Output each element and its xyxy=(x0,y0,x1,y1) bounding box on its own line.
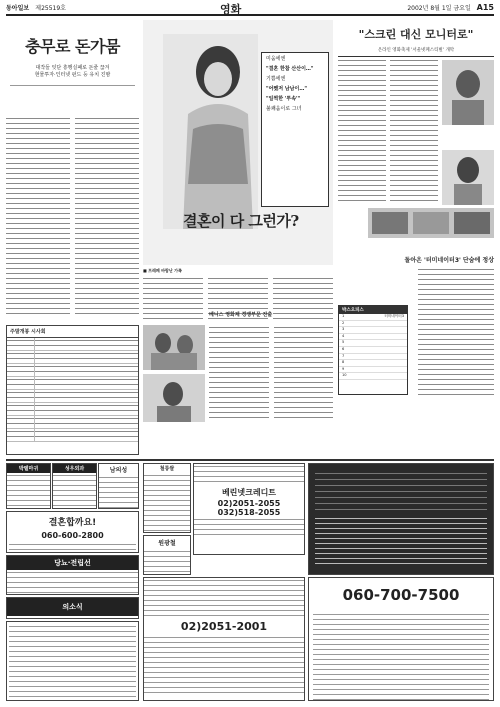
ad-phone: 060-700-7500 xyxy=(342,586,460,604)
left-article-body xyxy=(6,116,139,316)
ad-phone: 02)2051-2055 xyxy=(217,499,281,508)
schedule-value xyxy=(35,390,138,402)
mid-article-column xyxy=(274,325,334,422)
portrait-photo xyxy=(442,150,494,205)
ad-block xyxy=(6,597,139,619)
box-office-row xyxy=(339,354,407,361)
ad-body xyxy=(315,516,487,566)
ad-block xyxy=(143,463,191,533)
rank: 3 xyxy=(342,327,345,332)
quote-line: 불쾌움이로 그녀 xyxy=(266,106,302,112)
ad-title: 철롱쌀 xyxy=(159,466,175,472)
quote-line: 기쁨에엔 xyxy=(266,76,286,82)
schedule-key xyxy=(7,377,35,389)
ad-phone: 060-600-2800 xyxy=(41,531,104,540)
left-article xyxy=(6,20,139,320)
ad-phone: 032)518-2055 xyxy=(217,508,281,517)
schedule-value xyxy=(35,377,138,389)
ad-title: 베린넷크레디트 xyxy=(221,488,277,497)
ad-title: 당뇨·전립선 xyxy=(7,556,138,570)
rank: 6 xyxy=(342,346,345,351)
schedule-key xyxy=(7,351,35,363)
rank: 7 xyxy=(342,353,345,358)
portrait-photo xyxy=(442,60,494,125)
schedule-table xyxy=(6,325,139,455)
left-article-rule xyxy=(10,85,135,86)
rank: 10 xyxy=(342,373,347,378)
left-article-subtitle xyxy=(6,65,139,79)
ad-body xyxy=(315,470,487,510)
schedule-row xyxy=(7,364,138,377)
ad-body xyxy=(313,612,489,700)
schedule-row xyxy=(7,429,138,442)
box-office-row xyxy=(339,360,407,367)
terminator-column xyxy=(418,267,494,397)
schedule-row xyxy=(7,351,138,364)
ad-title: 원광철 xyxy=(158,540,176,547)
ad-phone: 02)2051-2001 xyxy=(180,620,268,633)
schedule-row xyxy=(7,338,138,351)
feature-byline: ■ 프레페 바람난 가족 xyxy=(143,268,182,273)
ads-divider xyxy=(6,459,494,461)
right-article-body xyxy=(338,58,438,203)
schedule-key xyxy=(7,403,35,415)
ad-title: 의소식 xyxy=(7,598,138,616)
ad-body xyxy=(9,542,136,553)
rank: 4 xyxy=(342,333,345,338)
box-office-row xyxy=(339,327,407,334)
schedule-row xyxy=(7,390,138,403)
schedule-row xyxy=(7,377,138,390)
mid-article-body xyxy=(209,325,333,422)
feature-caption: 결혼이 다 그런가? xyxy=(183,212,299,230)
left-article-title: 충무로 돈가뭄 xyxy=(25,37,120,56)
quote-line: 미움에엔 xyxy=(266,56,286,62)
schedule-value xyxy=(35,351,138,363)
box-office-row xyxy=(339,347,407,354)
feature-column xyxy=(143,276,203,321)
scene-photo xyxy=(143,325,205,370)
paper-name xyxy=(6,3,66,12)
right-article-column xyxy=(338,58,386,203)
masthead xyxy=(6,2,494,16)
box-office-row xyxy=(339,373,407,380)
ad-block xyxy=(6,463,51,509)
quote-line: "어쨌저 남남이…" xyxy=(266,86,307,92)
ad-block xyxy=(193,463,305,555)
mid-article-headline: 베니스 영화제 경쟁부문 진출 xyxy=(209,312,273,318)
issue-number: 제25519호 xyxy=(35,5,66,12)
ad-block xyxy=(98,463,139,509)
schedule-key xyxy=(7,364,35,376)
schedule-title: 주말개봉 시사회 xyxy=(7,326,138,338)
schedule-value xyxy=(35,338,138,350)
ad-block xyxy=(308,577,494,701)
schedule-value xyxy=(35,429,138,441)
terminator-title: 돌아온 '터미네이터3' 단숨에 정상 xyxy=(404,257,494,264)
section-title: 영화 xyxy=(220,3,242,16)
box-office-row xyxy=(339,314,407,321)
mid-article-column xyxy=(209,325,269,422)
box-office-row xyxy=(339,334,407,341)
feature-column xyxy=(273,276,333,321)
ad-body xyxy=(99,475,138,509)
ad-body xyxy=(144,473,190,533)
box-office-row xyxy=(339,321,407,328)
ad-body xyxy=(144,635,304,695)
schedule-value xyxy=(35,403,138,415)
ad-title: 성우외과 xyxy=(53,464,96,473)
ad-body xyxy=(194,517,304,539)
ad-block-dark xyxy=(308,463,494,575)
ad-body xyxy=(53,473,96,509)
left-article-column-2 xyxy=(75,116,139,316)
ad-body xyxy=(7,473,50,509)
ad-block xyxy=(52,463,97,509)
box-office-row xyxy=(339,340,407,347)
ad-body xyxy=(194,464,304,486)
feature-quote-box xyxy=(261,52,329,207)
ad-body xyxy=(144,549,190,575)
issue-date: 2002년 8월 1일 금요일 xyxy=(407,5,471,12)
quote-line: "결혼 한참 산산이…" xyxy=(266,66,314,72)
left-article-subtitle-2: 현물투자·인터넷 펀드 등 유치 진땀 xyxy=(34,72,111,78)
box-office-row xyxy=(339,367,407,374)
page-number: A15 xyxy=(476,3,494,12)
film-title: 터미네이터3 xyxy=(384,314,404,318)
right-article-title: "스크린 대신 모니터로" xyxy=(358,28,474,41)
rank: 8 xyxy=(342,360,345,365)
ad-body xyxy=(9,624,136,700)
ad-body xyxy=(144,578,304,618)
rank: 1 xyxy=(342,314,345,318)
schedule-row xyxy=(7,416,138,429)
ad-block xyxy=(143,535,191,575)
schedule-key xyxy=(7,416,35,428)
right-article-subtitle: 온라인 영화축제 '서울넷페스티벌' 개막 xyxy=(377,48,455,53)
right-article-column xyxy=(390,58,438,203)
ad-title: 박텔마귀 xyxy=(7,464,50,473)
actress-photo xyxy=(163,34,258,229)
right-article-rule xyxy=(338,56,494,57)
feature-photo-area xyxy=(143,20,333,265)
schedule-value xyxy=(35,416,138,428)
ad-body xyxy=(7,570,138,595)
strip-photo xyxy=(368,208,494,238)
quote-line: "일찍한 '투속'" xyxy=(266,96,301,102)
ad-block xyxy=(6,555,139,595)
schedule-key xyxy=(7,390,35,402)
schedule-row xyxy=(7,403,138,416)
rank: 9 xyxy=(342,366,345,371)
schedule-value xyxy=(35,364,138,376)
masthead-date-page xyxy=(407,3,494,12)
box-office-title: 박스오피스 xyxy=(339,306,407,314)
paper-name-text: 동아일보 xyxy=(6,5,30,12)
ad-block xyxy=(6,511,139,553)
right-article xyxy=(338,20,494,250)
box-office-table xyxy=(338,305,408,395)
rank: 5 xyxy=(342,340,345,345)
scene-photo xyxy=(143,374,205,422)
left-article-subtitle-1: 대작들 잇단 흥행실패로 돈줄 끊겨 xyxy=(35,65,110,71)
ad-block xyxy=(143,577,305,701)
schedule-key xyxy=(7,429,35,441)
ad-block xyxy=(6,621,139,701)
left-article-column-1 xyxy=(6,116,70,316)
ad-title: 남의성 xyxy=(109,467,128,474)
schedule-key xyxy=(7,338,35,350)
ad-title: 결혼합까요! xyxy=(48,518,97,528)
rank: 2 xyxy=(342,320,345,325)
